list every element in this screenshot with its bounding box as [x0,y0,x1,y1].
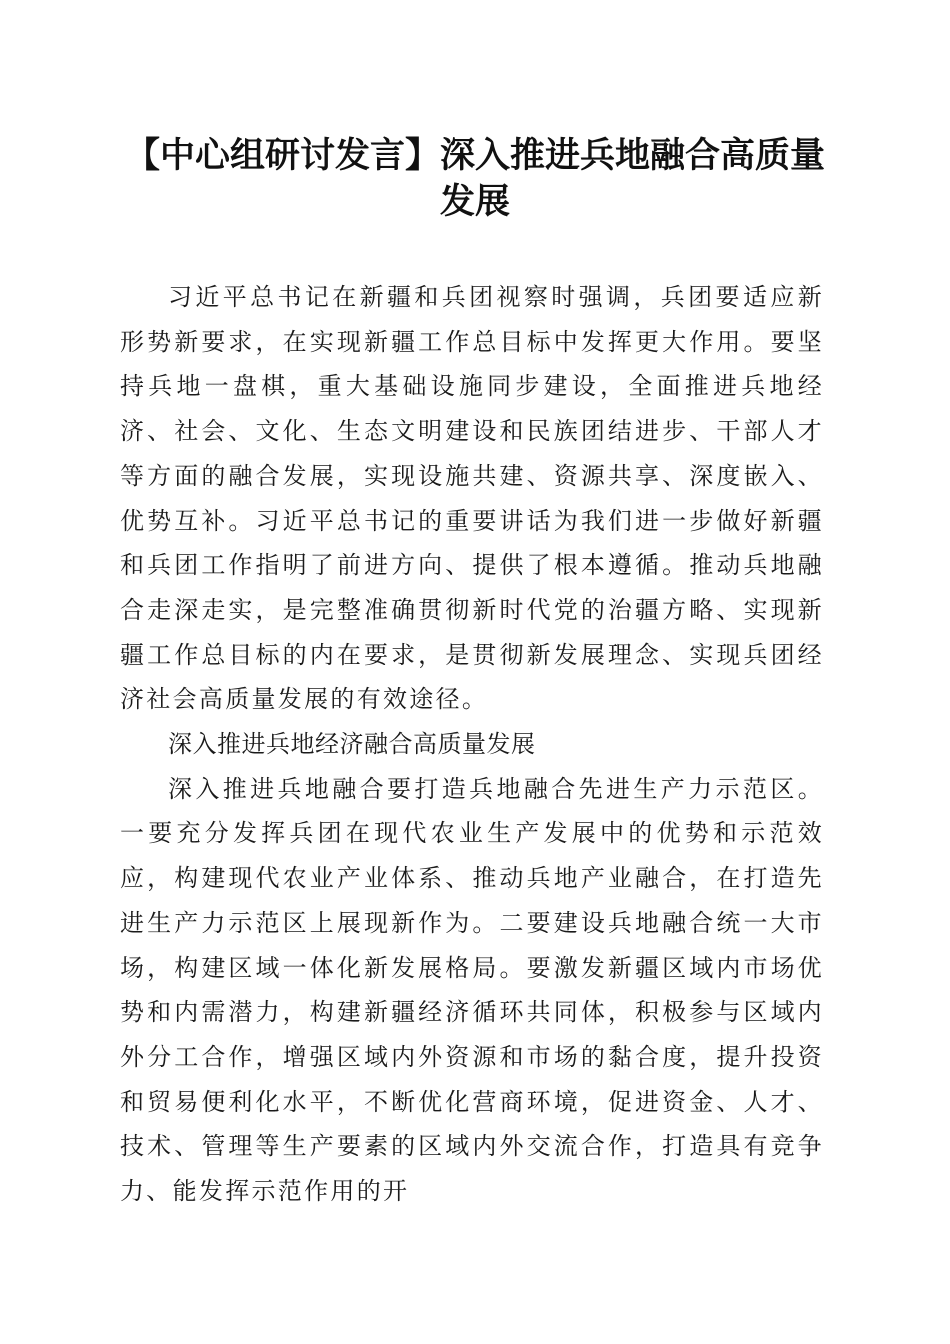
document-title: 【中心组研讨发言】深入推进兵地融合高质量发展 [124,135,825,222]
document-body [120,275,824,1214]
intro-paragraph: 习近平总书记在新疆和兵团视察时强调，兵团要适应新形势新要求，在实现新疆工作总目标中发挥更大作用。要坚持兵地一盘棋，重大基础设施同步建设，全面推进兵地经济、社会、文化、生态文明建设和民族团结进步、干部人才等方面的融合发展，实现设施共建、资源共享、深度嵌入、优势互补。习近平总书记的重要讲话为我们进一步做好新疆和兵团工作指明了前进方向、提供了根本遵循。推动兵地融合走深走实，是完整准确贯彻新时代党的治疆方略、实现新疆工作总目标的内在要求，是贯彻新发展理念、实现兵团经济社会高质量发展的有效途径。 [120,283,824,714]
section-heading: 深入推进兵地经济融合高质量发展 [168,730,536,759]
section-paragraph: 深入推进兵地融合要打造兵地融合先进生产力示范区。一要充分发挥兵团在现代农业生产发展中的优势和示范效应，构建现代农业产业体系、推动兵地产业融合，在打造先进生产力示范区上展现新作为。二要建设兵地融合统一大市场，构建区域一体化新发展格局。要激发新疆区域内市场优势和内需潜力，构建新疆经济循环共同体，积极参与区域内外分工合作，增强区域内外资源和市场的黏合度，提升投资和贸易便利化水平，不断优化营商环境，促进资金、人才、技术、管理等生产要素的区域内外交流合作，打造具有竞争力、能发挥示范作用的开 [120,774,824,1206]
